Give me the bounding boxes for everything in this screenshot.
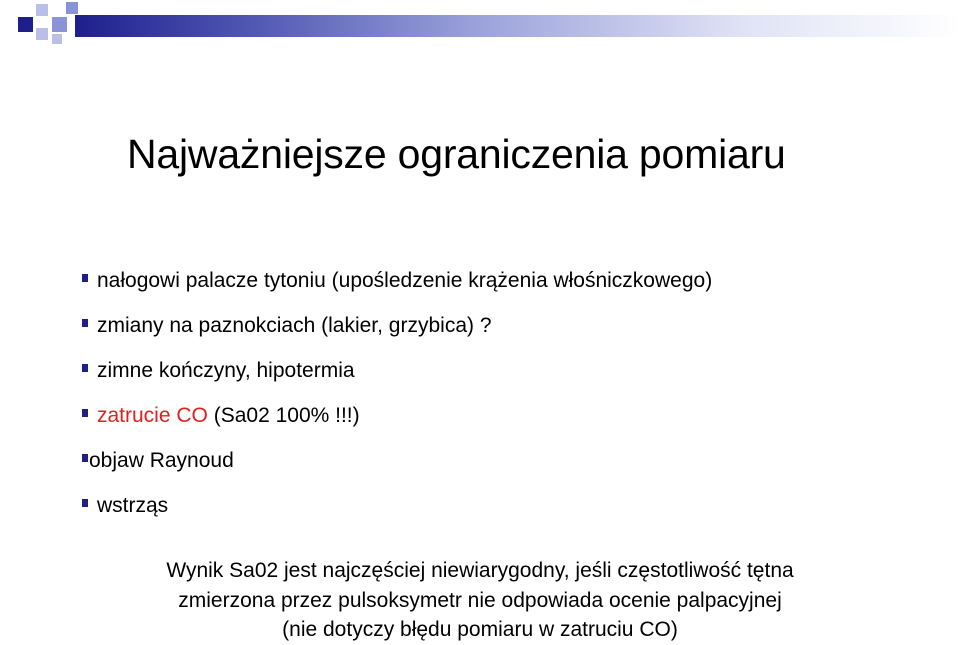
bullet-item-cold-limbs — [80, 348, 712, 393]
decor-square-light — [36, 4, 48, 16]
decor-square-mid — [52, 17, 67, 32]
bullet-text: (Sa02 100% !!!) — [207, 404, 360, 427]
bullet-item-shock — [80, 483, 712, 528]
bullet-highlight-text: zatrucie CO — [97, 404, 208, 427]
slide-title: Najważniejsze ograniczenia pomiaru — [127, 131, 786, 177]
bullet-text: zmiany na paznokciach (lakier, grzybica) ? — [97, 314, 492, 337]
square-bullet-icon — [82, 454, 88, 462]
bullet-item-co-poisoning — [80, 393, 712, 438]
bottom-note — [130, 556, 830, 645]
decor-square-light-2 — [36, 28, 48, 40]
note-line-3: (nie dotyczy błędu pomiaru w zatruciu CO) — [282, 618, 678, 641]
bullet-item-raynaud — [80, 438, 712, 483]
bullet-text: nałogowi palacze tytoniu (upośledzenie krążenia włośniczkowego) — [97, 269, 713, 292]
bullet-list — [80, 258, 712, 528]
bullet-item-smokers — [80, 258, 712, 303]
decor-square-mid-2 — [66, 2, 78, 14]
note-line-2: zmierzona przez pulsoksymetr nie odpowiada ocenie palpacyjnej — [178, 588, 782, 612]
bullet-item-nails — [80, 303, 712, 348]
square-bullet-icon — [82, 274, 88, 282]
decor-square-light-3 — [52, 34, 62, 44]
decor-square-navy — [18, 17, 33, 32]
square-bullet-icon — [82, 319, 88, 327]
square-bullet-icon — [82, 409, 88, 417]
square-bullet-icon — [82, 364, 88, 372]
bullet-text: objaw Raynoud — [89, 449, 234, 472]
bullet-text: zimne kończyny, hipotermia — [97, 359, 355, 382]
note-line-1: Wynik Sa02 jest najczęściej niewiarygodny, jeśli częstotliwość tętna — [166, 559, 794, 582]
header-gradient-bar — [75, 15, 960, 37]
bullet-text: wstrząs — [97, 494, 169, 517]
square-bullet-icon — [82, 499, 88, 507]
